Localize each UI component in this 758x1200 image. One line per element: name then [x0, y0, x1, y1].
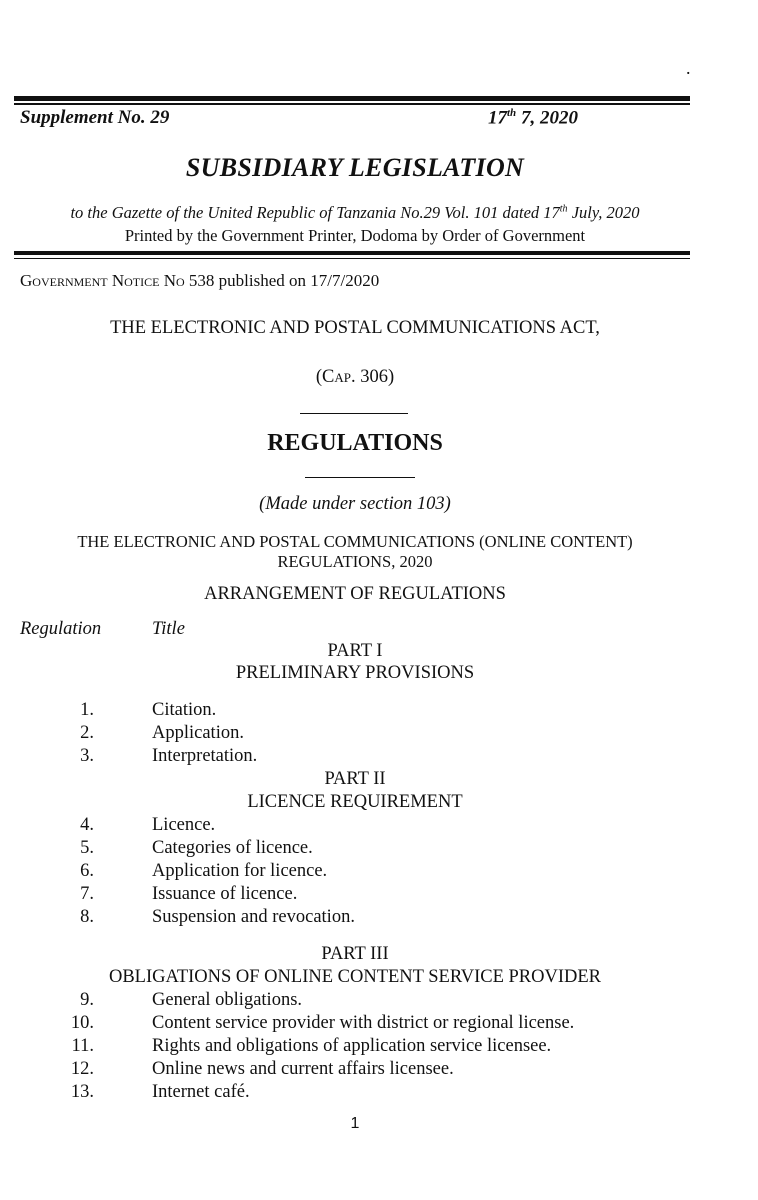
arrangement-heading: ARRANGEMENT OF REGULATIONS	[204, 584, 506, 604]
printer-line: Printed by the Government Printer, Dodoma by Order of Government	[124, 226, 586, 245]
part-3-heading: OBLIGATIONS OF ONLINE CONTENT SERVICE PROVIDER	[108, 967, 602, 987]
act-name: THE ELECTRONIC AND POSTAL COMMUNICATIONS ACT,	[110, 318, 600, 338]
masthead-rule-thick	[14, 251, 690, 255]
supplement-number: Supplement No. 29	[20, 107, 170, 128]
separator-rule-2	[305, 477, 415, 478]
page-number: 1	[350, 1115, 360, 1132]
masthead-title: SUBSIDIARY LEGISLATION	[185, 153, 525, 182]
top-rule-thick	[14, 96, 690, 101]
part-2-heading: LICENCE REQUIREMENT	[247, 792, 463, 812]
part-3-label: PART III	[321, 944, 389, 964]
part-2-label: PART II	[324, 769, 386, 789]
column-header-title: Title	[152, 619, 185, 639]
regulations-title-line1: THE ELECTRONIC AND POSTAL COMMUNICATIONS (ONLINE CONTENT)	[77, 532, 633, 551]
part-1-label: PART I	[327, 641, 383, 661]
regulations-heading: REGULATIONS	[267, 430, 443, 456]
government-notice: Government Notice No 538 published on 17/7/2020	[20, 271, 380, 290]
top-rule-thin	[14, 103, 690, 105]
gazette-reference: to the Gazette of the United Republic of Tanzania No.29 Vol. 101 dated 17th July, 2020	[70, 203, 640, 222]
made-under: (Made under section 103)	[259, 494, 451, 514]
act-chapter: (Cap. 306)	[315, 367, 395, 387]
masthead-rule-thin	[14, 258, 690, 259]
part-1-heading: PRELIMINARY PROVISIONS	[235, 663, 475, 683]
column-header-regulation: Regulation	[20, 619, 102, 639]
separator-rule-1	[300, 413, 408, 414]
supplement-date: 17th 7, 2020	[488, 107, 578, 129]
regulations-title-line2: REGULATIONS, 2020	[277, 552, 433, 571]
corner-mark: .	[686, 58, 691, 78]
